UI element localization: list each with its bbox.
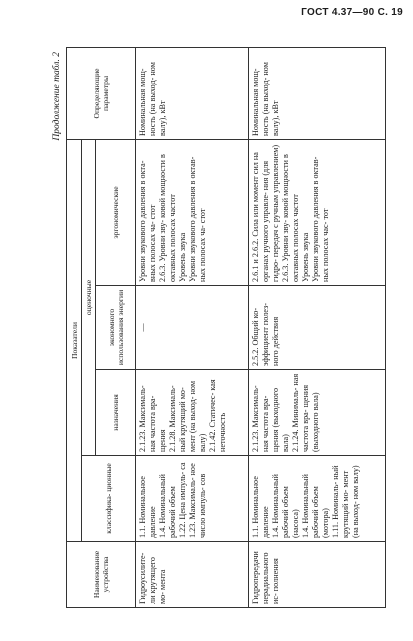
ergonomic-cell: Уровни звукового давления в окта- вных полосах ча- стот 2.6.3. Уровни зву- ковой мощности в октавных полосах частот Уровень звука Уровни звукового давления в октав- ных полосах ча- стот: [136, 139, 249, 285]
header-ergonomic: эргономические: [96, 139, 136, 285]
header-classification: классифика- ционные: [82, 456, 136, 542]
parameters-table: [66, 47, 386, 608]
table-row: [136, 47, 249, 607]
determining-cell: Номинальная мощ- ность (на выход- ном валу), кВт: [136, 47, 249, 139]
header-energy-economy: экономного использования энергии: [96, 286, 136, 370]
page-header: ГОСТ 4.37—90 С. 19: [301, 7, 403, 18]
table-continuation-title: Продолжение табл. 2: [52, 52, 62, 141]
table-row: [249, 47, 386, 607]
device-name-cell: Гидроусилите- ли крутящего мо- мента: [136, 542, 249, 608]
purpose-cell: 2.1.23. Максималь- ная частота вра- щения 2.1.28. Максималь- ный крутящий мо- мент (на выход- ном валу) 2.1.42. Статичес- кая неточность: [136, 370, 249, 456]
header-evaluation: оценочные: [82, 139, 96, 455]
determining-cell: Номинальная мощ- ность (на выход- ном валу), кВт: [249, 47, 386, 139]
rotated-table-container: [52, 48, 392, 608]
header-device-name: Наименование устройства: [67, 542, 136, 608]
ergonomic-cell: 2.6.1 и 2.6.2. Сила или момент сил на органах ручного управле- ния (для гидро- передач с ручным управлением) 2.6.3. Уровни зву- ковой мощности в октавных полосах частот Уровень звука Уровни звукового давления в октав- ных полосах час- тот: [249, 139, 386, 285]
header-purpose: назначения: [96, 370, 136, 456]
device-name-cell: Гидропередачи нерадиального ис- полнения: [249, 542, 386, 608]
economy-cell: —: [136, 286, 249, 370]
header-indicators: Показатели: [67, 139, 82, 541]
economy-cell: 2.5.2. Общий ко- эффициент полез- ного действия: [249, 286, 386, 370]
header-determining-parameters: Определяющие параметры: [67, 47, 136, 139]
classification-cell: 1.1. Номинальное давление 1.4. Номинальный рабочий объем 1.22. Цена импуль- са 1.23. Максималь- ное число импуль- сов: [136, 456, 249, 542]
classification-cell: 1.1. Номинальное давление 1.4. Номинальный рабочий объем (насоса) 1.4. Номинальный рабочий объем (мотора) 1.11. Номиналь- ный крутящий мо- мент (на выход- ном валу): [249, 456, 386, 542]
purpose-cell: 2.1.23. Максималь- ная частота вра- щения (выходного вала) 2.1.24. Минималь- ная частота вра- щения (выходного вала): [249, 370, 386, 456]
